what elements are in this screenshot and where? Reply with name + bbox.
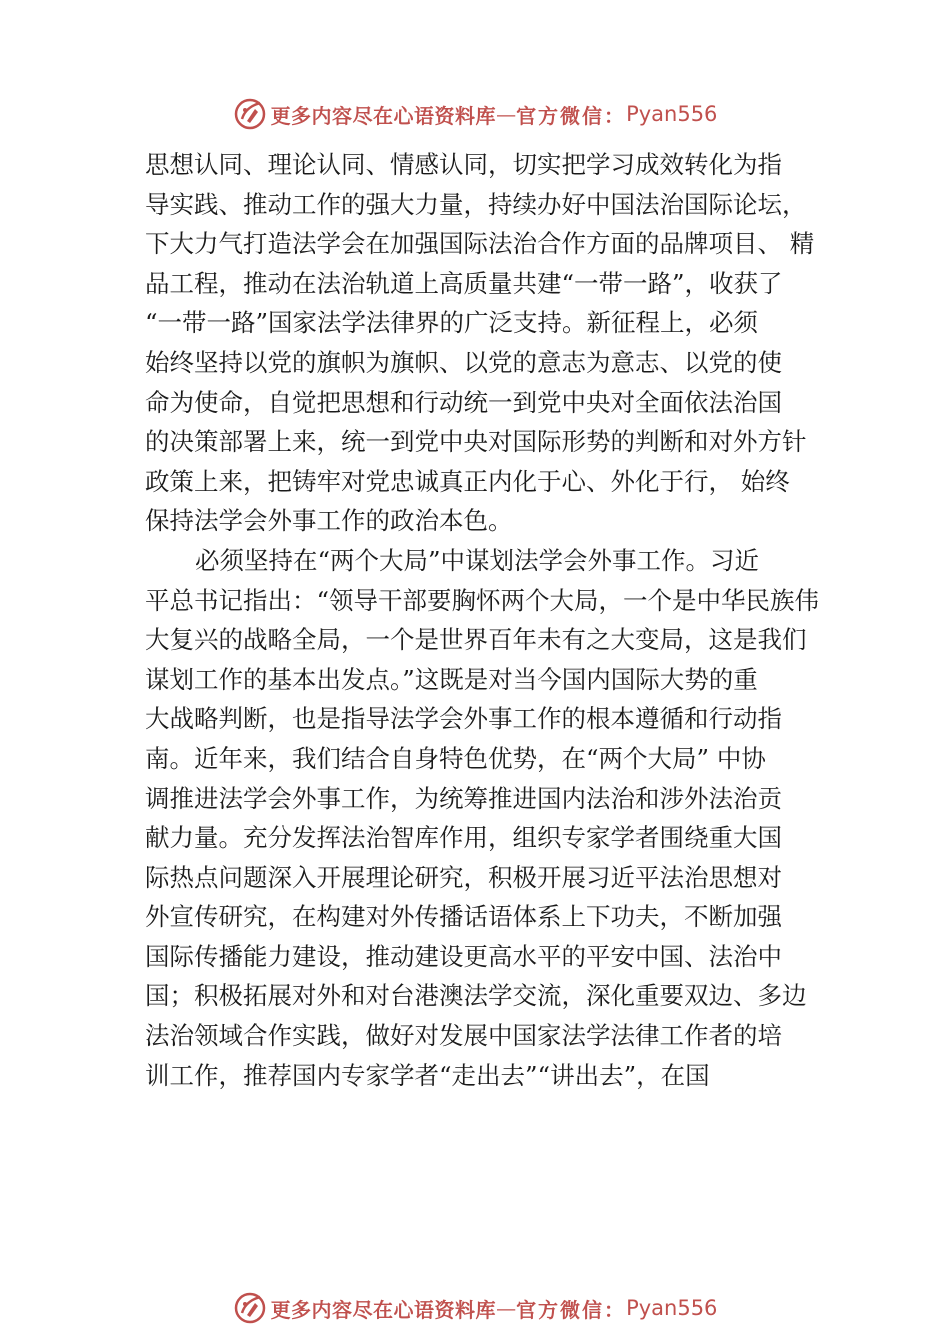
text-line: 际热点问题深入开展理论研究，积极开展习近平法治思想对 [145, 862, 782, 892]
text-line: 平总书记指出：“领导干部要胸怀两个大局，一个是中华民族伟 [145, 585, 820, 615]
text-line: 导实践、推动工作的强大力量，持续办好中国法治国际论坛， [145, 189, 807, 219]
text-line: 大战略判断，也是指导法学会外事工作的根本遵循和行动指 [145, 704, 782, 734]
text-line: 品工程，推动在法治轨道上高质量共建“一带一路”，收获了 [145, 268, 783, 298]
footer-banner [0, 1288, 950, 1328]
logo-icon [233, 97, 267, 131]
header-banner [0, 94, 950, 134]
banner-wechat-label: 官方微信： [516, 103, 627, 128]
logo-icon [233, 1291, 267, 1325]
text-line: 的决策部署上来，统一到党中央对国际形势的判断和对外方针 [145, 427, 807, 457]
text-line: “一带一路”国家法学法律界的广泛支持。新征程上，必须 [145, 308, 759, 338]
banner-dash: — [496, 102, 517, 126]
text-line: 始终坚持以党的旗帜为旗帜、以党的意志为意志、以党的使 [145, 347, 782, 377]
text-line: 大复兴的战略全局，一个是世界百年未有之大变局，这是我们 [145, 625, 807, 655]
text-line: 谋划工作的基本出发点。”这既是对当今国内国际大势的重 [145, 664, 758, 694]
text-line: 法治领域合作实践，做好对发展中国家法学法律工作者的培 [145, 1021, 782, 1051]
text-line: 训工作，推荐国内专家学者“走出去”“讲出去”，在国 [145, 1060, 710, 1090]
text-line: 国；积极拓展对外和对台港澳法学交流，深化重要双边、多边 [145, 981, 807, 1011]
banner-dash: — [496, 1296, 517, 1320]
text-line: 思想认同、理论认同、情感认同，切实把学习成效转化为指 [145, 150, 782, 179]
banner-title: 更多内容尽在心语资料库 [270, 1297, 497, 1322]
document-body [145, 145, 825, 1095]
text-line: 命为使命，自觉把思想和行动统一到党中央对全面依法治国 [145, 387, 782, 417]
banner-wechat-id: Pyan556 [626, 102, 718, 126]
text-line: 调推进法学会外事工作，为统筹推进国内法治和涉外法治贡 [145, 783, 782, 813]
banner-title: 更多内容尽在心语资料库 [270, 103, 497, 128]
text-line: 政策上来，把铸牢对党忠诚真正内化于心、外化于行， 始终 [145, 466, 790, 496]
text-line: 南。近年来，我们结合自身特色优势，在“两个大局” 中协 [145, 743, 766, 773]
banner-wechat-label: 官方微信： [516, 1297, 627, 1322]
text-line: 保持法学会外事工作的政治本色。 [145, 506, 513, 536]
text-line: 外宣传研究，在构建对外传播话语体系上下功夫，不断加强 [145, 902, 782, 932]
text-line: 下大力气打造法学会在加强国际法治合作方面的品牌项目、 精 [145, 229, 815, 259]
paragraph-start-line: 必须坚持在“两个大局”中谋划法学会外事工作。习近 [195, 545, 760, 575]
banner-wechat-id: Pyan556 [626, 1296, 718, 1320]
text-line: 国际传播能力建设，推动建设更高水平的平安中国、法治中 [145, 941, 782, 971]
text-line: 献力量。充分发挥法治智库作用，组织专家学者围绕重大国 [145, 823, 782, 853]
